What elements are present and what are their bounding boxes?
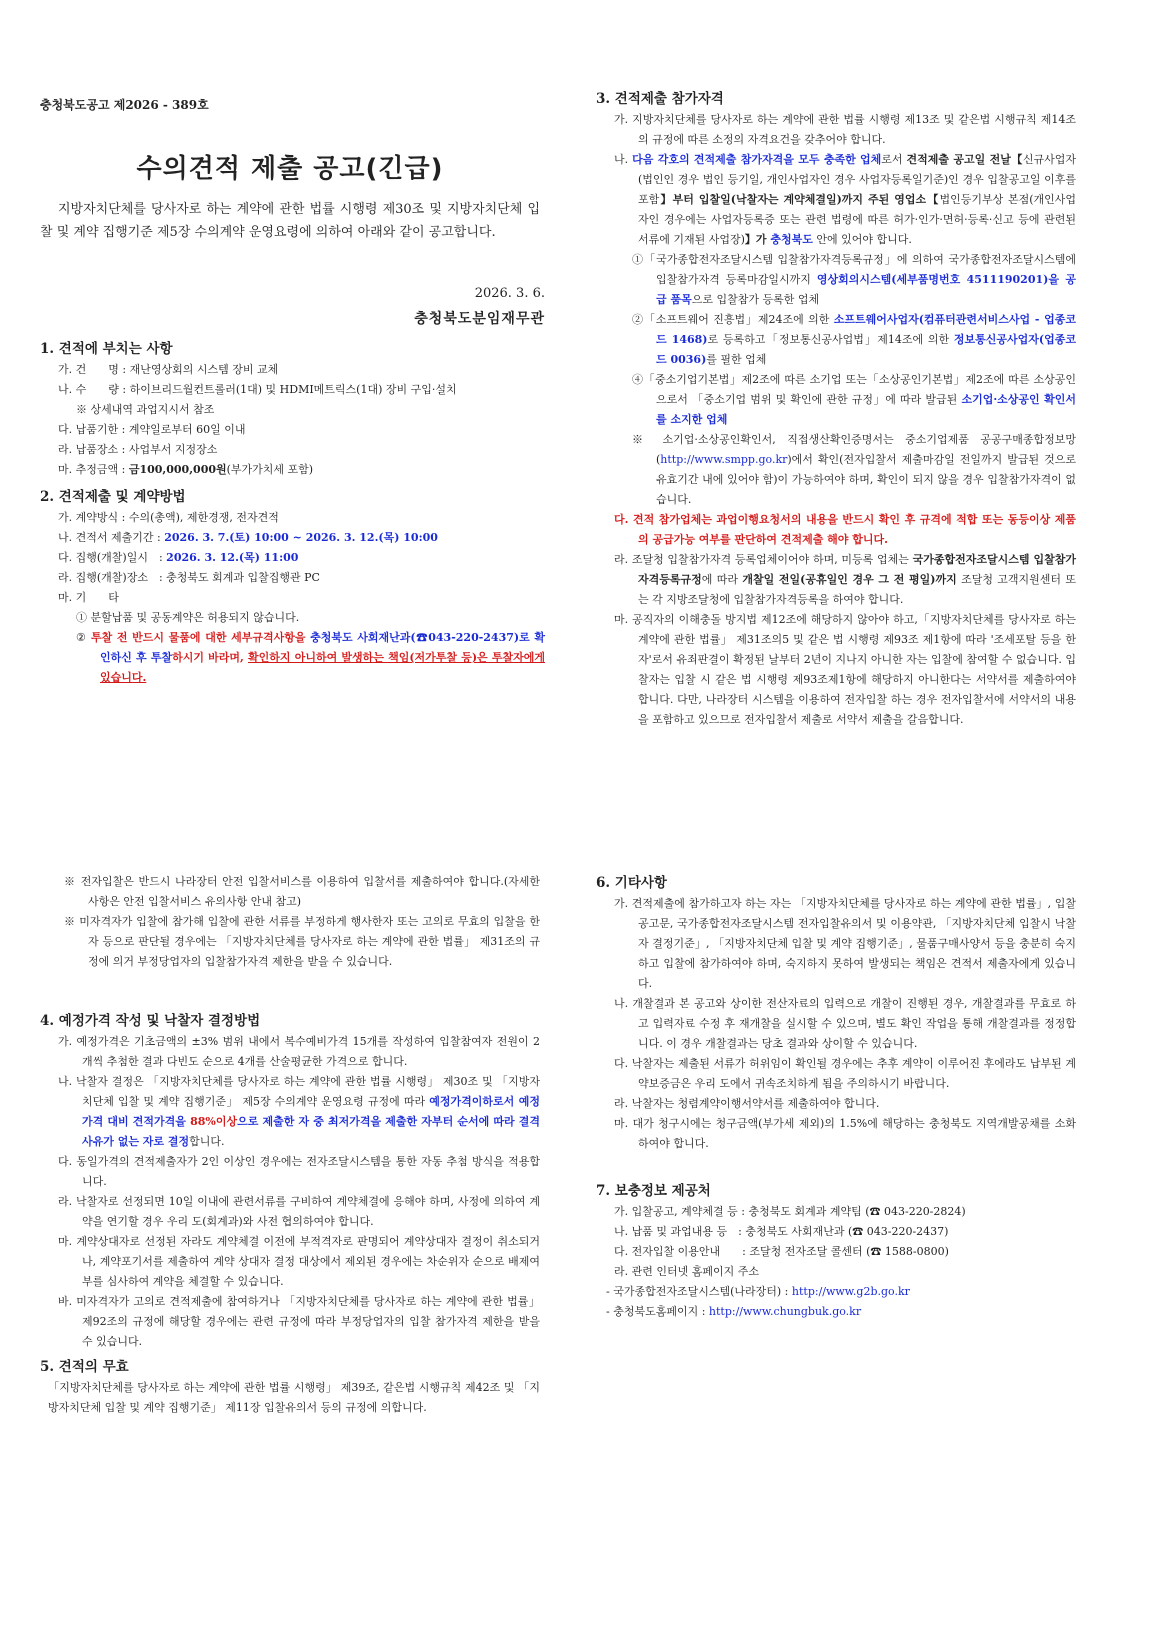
s1-item-name: 가. 건 명 : 재난영상회의 시스템 장비 교체 (58, 363, 279, 376)
contact-websites: 라. 관련 인터넷 홈페이지 주소 (614, 1265, 759, 1278)
contact-callcenter: 다. 전자입찰 이용안내 : 조달청 전자조달 콜센터 (☎ 1588-0800) (614, 1245, 949, 1258)
qual-2-ict: 정보통신공사업자(업종코드 0036) (656, 333, 1076, 366)
s4-item-a: 가. 예정가격은 기초금액의 ±3% 범위 내에서 복수예비가격 15개를 작성하여 입찰참여자 전원이 2개씩 추첨한 결과 다빈도 순으로 4개를 산술평균한 가격으로 합니다. (58, 1035, 540, 1068)
chungbuk-label: - 충청북도홈페이지 : (606, 1305, 709, 1318)
s3-e-text2: 에 따라 (701, 573, 743, 586)
s6-item-d: 라. 낙찰자는 청렴계약이행서약서를 제출하여야 합니다. (614, 1097, 880, 1110)
opening-time-label: 다. 집행(개찰)일시 : (58, 551, 167, 564)
s4-item-c: 다. 동일가격의 견적제출자가 2인 이상인 경우에는 전자조달시스템을 통한 자동 추첨 방식을 적용합니다. (58, 1155, 540, 1188)
link-row-g2b (596, 1282, 1076, 1302)
note-tail: )에서 확인(전자입찰서 제출마감일 전일까지 발급된 것으로 유효기간 내에 있어야 함)이 가능하여야 하며, 확인이 되지 않을 경우 입찰참가자격이 없습니다. (656, 453, 1076, 506)
chungbuk-link[interactable]: http://www.chungbuk.go.kr (708, 1305, 862, 1318)
note-unqualified: ※ 미자격자가 입찰에 참가해 입찰에 관한 서류를 부정하게 행사한자 또는 고의로 무효의 입찰을 한 자 등으로 판단될 경우에는 「지방자치단체를 당사자로 하는 계약에 관한 법률」 제31조의 규정에 의거 부정당업자의 입찰참가자격 제한을 받을 수 있습니다. (64, 915, 540, 968)
s2-item-opening-place: 라. 집행(개찰)장소 : 충청북도 회계과 입찰집행관 PC (58, 571, 320, 584)
contact-contract: 가. 입찰공고, 계약체결 등 : 충청북도 회계과 계약팀 (☎ 043-220-2824) (614, 1205, 966, 1218)
s2-item-opening-time (40, 548, 545, 568)
s3-b-text2: 신규사업자(법인인 경우 법인 등기일, 개인사업자인 경우 사업자등록일기준)인 경우 입찰공고일 이후를 포함 (638, 153, 1077, 206)
s3-b-bold1: 견적제출 공고일 전날【 (906, 153, 1023, 166)
s4-item-f: 바. 미자격자가 고의로 견적제출에 참여하거나 「지방자치단체를 당사자로 하는 계약에 관한 법률」 제92조의 규정에 해당할 경우에는 관련 규정에 따라 부정당업자의 입찰 참가자격 제한을 받을 수 있습니다. (58, 1295, 540, 1348)
link-row-chungbuk (596, 1302, 1076, 1322)
s2-item-method: 가. 계약방식 : 수의(총액), 제한경쟁, 전자견적 (58, 511, 279, 524)
s6-item-b: 나. 개찰결과 본 공고와 상이한 전산자료의 입력으로 개찰이 진행된 경우, 개찰결과를 무효로 하고 입력자료 수정 후 재개찰을 실시할 수 있으며, 별도 확인 작업을 통해 개찰결과를 정정합니다. 이 경우 개찰결과는 당초 결과와 상이할 수 있습니다. (614, 997, 1076, 1050)
qual-2-text2: 로 등록하고「정보통신공사업법」제14조에 의한 (707, 333, 954, 346)
section-6-title: 6. 기타사항 (596, 875, 667, 891)
s4-b-rule2: 으로 제출한 자 중 최저가격을 제출한 자부터 순서에 따라 결격사유가 없는 자로 결정 (82, 1115, 540, 1148)
s4-item-e: 마. 계약상대자로 선정된 자라도 계약체결 이전에 부적격자로 판명되어 계약상대자 결정이 취소되거나, 계약포기서를 제출하여 계약 상대자 결정 대상에서 제외된 경우에는 차순위자 순으로 배제여부를 심사하여 계약을 체결할 수 있습니다. (58, 1235, 540, 1288)
s2-item-period (40, 528, 545, 548)
s4-b-rule1: 예정가격이하로서 예정가격 대비 견적가격을 (82, 1095, 540, 1128)
qual-4-item: 소기업·소상공인 확인서를 소지한 업체 (656, 393, 1076, 426)
g2b-label: - 국가종합전자조달시스템(나라장터) : (606, 1285, 792, 1298)
s3-item-e (596, 550, 1076, 610)
s4-item-d: 라. 낙찰자로 선정되면 10일 이내에 관련서류를 구비하여 계약체결에 응해야 하며, 사정에 의하여 계약을 연기할 경우 우리 도(회계과)와 사전 협의하여야 합니다. (58, 1195, 540, 1228)
qual-2-tail: 를 필한 업체 (706, 353, 767, 366)
section-5-title: 5. 견적의 무효 (40, 1359, 129, 1375)
s5-text: 「지방자치단체를 당사자로 하는 계약에 관한 법률 시행령」 제39조, 같은법 시행규칙 제42조 및 「지방자치단체 입찰 및 계약 집행기준」 제11장 입찰유의서 등의 규정에 의합니다. (48, 1381, 540, 1414)
note-safe-bidding: ※ 전자입찰은 반드시 나라장터 안전 입찰서비스를 이용하여 입찰서를 제출하여야 합니다.(자세한 사항은 안전 입찰서비스 유의사항 안내 참고) (64, 875, 540, 908)
qual-1-item: 영상회의시스템(세부품명번호 4511190201)을 공급 품목 (656, 273, 1076, 306)
intro-paragraph: 지방자치단체를 당사자로 하는 계약에 관한 법률 시행령 제30조 및 지방자치단체 입찰 및 계약 집행기준 제5장 수의계약 운영요령에 의하여 아래와 같이 공고합니다. (40, 202, 540, 240)
price-suffix: (부가가치세 포함) (226, 463, 314, 476)
section-6 (596, 872, 1076, 1154)
s4-b-tail: 합니다. (189, 1135, 225, 1148)
s1-item-price (40, 460, 545, 480)
s3-item-f: 마. 공직자의 이해충돌 방지법 제12조에 해당하지 않아야 하고,「지방자치단체를 당사자로 하는 계약에 관한 법률」 제31조의5 및 같은 법 시행령 제93조 제1항에 따라 '조세포탈 등을 한 자'로서 유죄판결이 확정된 날부터 2년이 지나지 아니한 자는 입찰에 참여할 수 없습니다. 입찰자는 입찰 시 같은 법 시행령 제93조제1항에 해당하지 아니한다는 서약서를 제출하여야 합니다. 다만, 나라장터 시스템을 이용하여 전자입찰 하는 경우 전자입찰서에 서약서의 내용을 포함하고 있으므로 전자입찰서 제출로 서약서 제출을 갈음합니다. (614, 613, 1077, 726)
section-3 (596, 88, 1076, 730)
s3-e-text: 라. 조달청 입찰참가자격 등록업체이어야 하며, 미등록 업체는 (614, 553, 913, 566)
contact-delivery: 나. 납품 및 과업내용 등 : 충청북도 사회재난과 (☎ 043-220-2437) (614, 1225, 949, 1238)
s3-b-label: 나. (614, 153, 633, 166)
qual-1-text: ①「국가종합전자조달시스템 입찰참가자격등록규정」에 의하여 국가종합전자조달시스템에 입찰참가자격 등록마감일시까지 (632, 253, 1076, 286)
other-2-warning: 투찰 전 반드시 물품에 대한 세부규격사항을 (91, 631, 311, 644)
notice-date: 2026. 3. 6. (474, 286, 545, 301)
s3-item-d: 다. 견적 참가업체는 과업이행요청서의 내용을 반드시 확인 후 규격에 적합 또는 동등이상 제품의 공급가능 여부를 판단하여 견적제출 해야 합니다. (614, 513, 1076, 546)
s2-item-other: 마. 기 타 (58, 591, 119, 604)
other-2-contact: 충청북도 사회재난과(☎043-220-2437)로 확인하신 후 투찰 (100, 631, 545, 664)
notice-number: 충청북도공고 제2026 - 389호 (40, 98, 209, 112)
s3-b-text4: 안에 있어야 합니다. (812, 233, 912, 246)
section-4-title: 4. 예정가격 작성 및 낙찰자 결정방법 (40, 1013, 261, 1029)
section-7 (596, 1180, 1076, 1322)
s4-b-text: 나. 낙찰자 결정은 「지방자치단체를 당사자로 하는 계약에 관한 법률 시행령」 제30조 및 「지방자치단체 입찰 및 계약 집행기준」 제5장 수의계약 운영요령 규정에 따라 (58, 1075, 540, 1108)
section-3-title: 3. 견적제출 참가자격 (596, 91, 724, 107)
s4-b-rate: 88%이상 (190, 1115, 238, 1128)
smpp-link[interactable]: http://www.smpp.go.kr (660, 453, 788, 466)
s2-other-2 (40, 628, 545, 688)
section-1 (40, 338, 545, 688)
s3-qual-4 (596, 370, 1076, 430)
s1-item-deadline: 다. 납품기한 : 계약일로부터 60일 이내 (58, 423, 246, 436)
period-label: 나. 견적서 제출기간 : (58, 531, 165, 544)
s6-item-c: 다. 낙찰자는 제출된 서류가 허위임이 확인될 경우에는 추후 계약이 이루어진 후에라도 납부된 계약보증금은 우리 도에서 귀속조치하게 됨을 주의하시기 바랍니다. (614, 1057, 1076, 1090)
qual-1-tail: 으로 입찰참가 등록한 업체 (691, 293, 820, 306)
issuing-org: 충청북도분임재무관 (414, 311, 545, 327)
s3-e-tail: 조달청 고객지원센터 또는 각 지방조달청에 입찰참가자격등록을 하여야 합니다. (638, 573, 1077, 606)
qual-4-text: ④「중소기업기본법」제2조에 따른 소기업 또는「소상공인기본법」제2조에 따른 소상공인으로서 「중소기업 범위 및 확인에 관한 규정」에 따라 발급된 (632, 373, 1076, 406)
s3-item-b (596, 150, 1076, 250)
s3-b-bold3: 】가 (744, 233, 771, 246)
section-5 (40, 1356, 540, 1418)
s3-item-a: 가. 지방자치단체를 당사자로 하는 계약에 관한 법률 시행령 제13조 및 같은법 시행규칙 제14조의 규정에 따른 소정의 자격요건을 갖추어야 합니다. (614, 113, 1076, 146)
s1-item-note: ※ 상세내역 과업지시서 참조 (76, 403, 215, 416)
section-1-title: 1. 견적에 부치는 사항 (40, 341, 173, 357)
page-title: 수의견적 제출 공고(긴급) (136, 154, 444, 184)
s3-note (596, 430, 1076, 510)
note-text: ※ 소기업·소상공인확인서, 직접생산확인증명서는 중소기업제품 공공구매종합정보망( (632, 433, 1076, 466)
s1-item-qty: 나. 수 량 : 하이브리드월컨트롤러(1대) 및 HDMI메트릭스(1대) 장비 구입·설치 (58, 383, 457, 396)
s6-item-e: 마. 대가 청구시에는 청구금액(부가세 제외)의 1.5%에 해당하는 충청북도 지역개발공채를 소화하여야 합니다. (614, 1117, 1076, 1150)
s3-b-qualified: 다음 각호의 견적제출 참가자격을 모두 충족한 업체 (632, 153, 882, 166)
section-7-title: 7. 보충정보 제공처 (596, 1183, 711, 1199)
s3-b-text3: 법인등기부상 본점(개인사업자인 경우에는 사업자등록증 또는 관련 법령에 따른 허가·인가·면허·등록·신고 등에 관련된 서류에 기재된 사업장) (638, 193, 1076, 246)
s3-b-bold2: 】부터 입찰일(낙찰자는 계약체결일)까지 주된 영업소【 (659, 193, 940, 206)
other-2-liability: 확인하지 아니하여 발생하는 책임(저가투찰 등)은 투찰자에게 있습니다. (100, 651, 545, 684)
price-value: 금100,000,000원 (128, 463, 227, 476)
s3-qual-2 (596, 310, 1076, 370)
s4-item-b (40, 1072, 540, 1152)
opening-time-value: 2026. 3. 12.(목) 11:00 (166, 551, 299, 564)
s3-e-bold1: 국가종합전자조달시스템 입찰참가자격등록규정 (638, 553, 1077, 586)
s2-other-1: ① 분할납품 및 공동계약은 허용되지 않습니다. (76, 611, 300, 624)
section-2-title: 2. 견적제출 및 계약방법 (40, 489, 186, 505)
s6-item-a: 가. 견적제출에 참가하고자 하는 자는 「지방자치단체를 당사자로 하는 계약에 관한 법률」, 입찰 공고문, 국가종합전자조달시스템 전자입찰유의서 및 이용약관, 「지방자치단체 입찰시 낙찰자 결정기준」, 「지방자치단체 입찰 및 계약 집행기준」, 물품구매사양서 등을 충분히 숙지하고 입찰에 참가하여야 하며, 숙지하지 못하여 발생되는 책임은 견적서 제출자에게 있습니다. (614, 897, 1076, 990)
s3-b-region: 충청북도 (770, 233, 813, 246)
s3-qual-1 (596, 250, 1076, 310)
other-2-number: ② (76, 631, 87, 644)
s3-b-text1: 로서 (881, 153, 907, 166)
qual-2-sw: 소프트웨어사업자(컴퓨터관련서비스사업 - 업종코드 1468) (656, 313, 1077, 346)
g2b-link[interactable]: http://www.g2b.go.kr (791, 1285, 910, 1298)
price-label: 마. 추정금액 : (58, 463, 129, 476)
qual-2-text: ②「소프트웨어 진흥법」제24조에 의한 (632, 313, 834, 326)
period-value: 2026. 3. 7.(토) 10:00 ~ 2026. 3. 12.(목) 10:00 (164, 531, 438, 544)
other-2-request: 하시기 바라며, (172, 651, 249, 664)
notes-block (40, 872, 540, 972)
section-4 (40, 1010, 540, 1352)
s1-item-place: 라. 납품장소 : 사업부서 지정장소 (58, 443, 218, 456)
s3-e-bold2: 개찰일 전일(공휴일인 경우 그 전 평일)까지 (742, 573, 957, 586)
